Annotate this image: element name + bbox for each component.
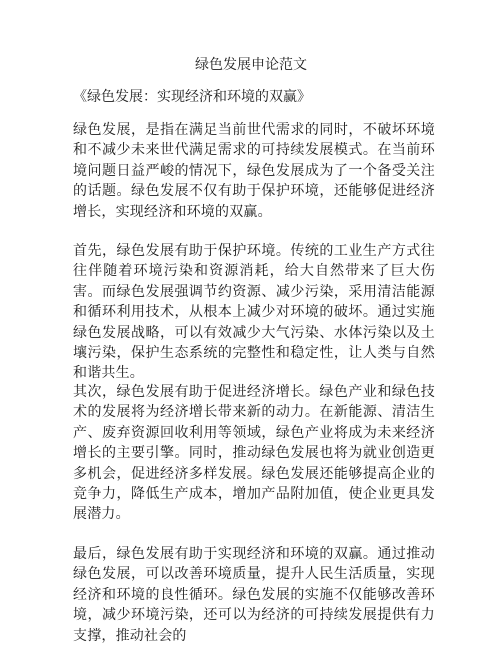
- paragraph-second: 其次，绿色发展有助于促进经济增长。绿色产业和绿色技术的发展将为经济增长带来新的动力。在新能源、清洁生产、废弃资源回收利用等领域，绿色产业将成为未来经济增长的主要引擎。同时，推动绿色发展也将为就业创造更多机会，促进经济多样发展。绿色发展还能够提高企业的竞争力，降低生产成本，增加产品附加值，使企业更具发展潜力。: [73, 384, 435, 523]
- document-subtitle: 《绿色发展：实现经济和环境的双赢》: [73, 89, 311, 105]
- document-title: 绿色发展申论范文: [195, 57, 307, 73]
- paragraph-intro: 绿色发展，是指在满足当前世代需求的同时，不破坏环境和不减少未来世代满足需求的可持续发展模式。在当前环境问题日益严峻的情况下，绿色发展成为了一个备受关注的话题。绿色发展不仅有助于保护环境，还能够促进经济增长，实现经济和环境的双赢。: [73, 122, 435, 220]
- paragraph-first: 首先，绿色发展有助于保护环境。传统的工业生产方式往往伴随着环境污染和资源消耗，给大自然带来了巨大伤害。而绿色发展强调节约资源、减少污染，采用清洁能源和循环利用技术，从根本上减少对环境的破坏。通过实施绿色发展战略，可以有效减少大气污染、水体污染以及土壤污染，保护生态系统的完整性和稳定性，让人类与自然和谐共生。: [73, 243, 435, 382]
- paragraph-last: 最后，绿色发展有助于实现经济和环境的双赢。通过推动绿色发展，可以改善环境质量，提升人民生活质量，实现经济和环境的良性循环。绿色发展的实施不仅能够改善环境，减少环境污染，还可以为经济的可持续发展提供有力支撑，推动社会的: [73, 546, 435, 644]
